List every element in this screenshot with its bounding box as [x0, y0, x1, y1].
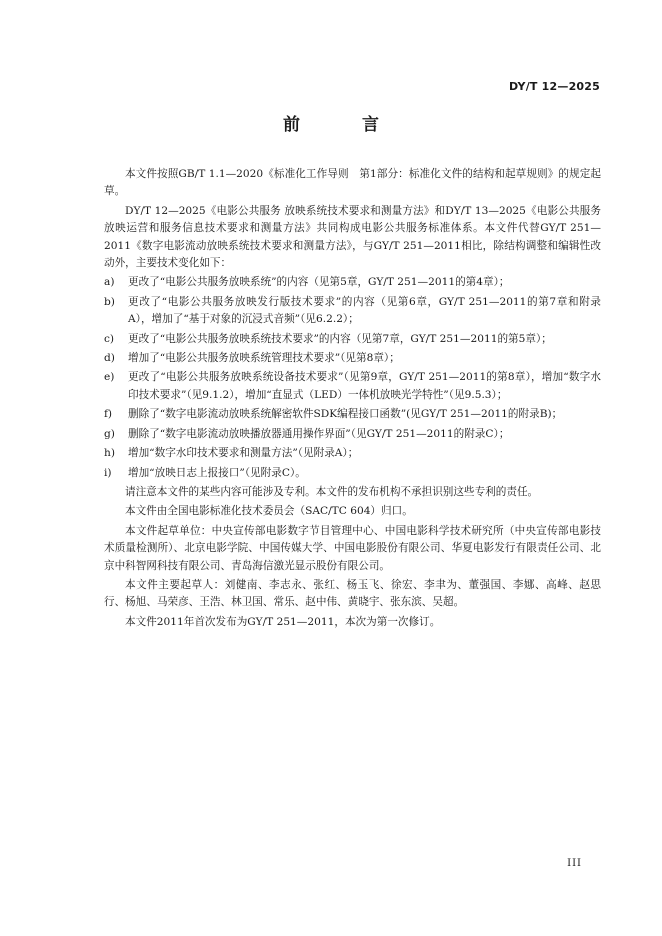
paragraph: 本文件起草单位：中央宣传部电影数字节目管理中心、中国电影科学技术研究所（中央宣传部电影技术质量检测所）、北京电影学院、中国传媒大学、中国电影股份有限公司、华夏电影发行有限责任公司、北京中科智网科技有限公司、青岛海信激光显示股份有限公司。	[104, 524, 601, 572]
list-marker: d)	[104, 352, 115, 365]
list-item	[104, 294, 601, 329]
paragraph: 本文件按照GB/T 1.1—2020《标准化工作导则 第1部分：标准化文件的结构和起草规则》的规定起草。	[104, 168, 601, 198]
list-item	[104, 465, 601, 482]
list-item-text: 删除了“数字电影流动放映播放器通用操作界面”（见GY/T 251—2011的附录C）；	[128, 427, 510, 440]
paragraph: DY/T 12—2025《电影公共服务 放映系统技术要求和测量方法》和DY/T 13—2025《电影公共服务 放映运营和服务信息技术要求和测量方法》共同构成电影公共服务标准体系。本文件代替GY/T 251—2011《数字电影流动放映系统技术要求和测量方法》，与GY/T 251—2011相比，除结构调整和编辑性改动外，主要技术变化如下：	[104, 204, 601, 270]
list-item	[104, 369, 601, 404]
list-item-text: 更改了“电影公共服务放映系统设备技术要求”（见第9章，GY/T 251—2011的第8章），增加“数字水印技术要求”（见9.1.2），增加“直显式（LED）一体机放映光学特性”（见9.5.3）；	[128, 371, 601, 401]
paragraph: 请注意本文件的某些内容可能涉及专利。本文件的发布机构不承担识别这些专利的责任。	[125, 485, 539, 498]
paragraph: 本文件由全国电影标准化技术委员会（SAC/TC 604）归口。	[125, 505, 413, 518]
list-marker: i)	[104, 466, 112, 479]
list-marker: e)	[104, 371, 115, 384]
list-item	[104, 445, 601, 462]
list-item-text: 增加“数字水印技术要求和测量方法”（见附录A）；	[128, 447, 359, 460]
list-marker: c)	[104, 332, 115, 345]
list-item	[104, 350, 601, 367]
list-marker: f)	[104, 408, 113, 421]
list-item	[104, 426, 601, 443]
list-marker: g)	[104, 427, 115, 440]
standard-code: DY/T 12—2025	[509, 80, 600, 93]
list-item-text: 增加“放映日志上报接口”（见附录C）。	[128, 466, 306, 479]
foreword-body	[104, 166, 601, 633]
changes-list	[104, 274, 601, 481]
page-number: III	[567, 858, 582, 869]
list-item	[104, 406, 601, 423]
list-marker: a)	[104, 276, 115, 289]
list-item-text: 增加了“电影公共服务放映系统管理技术要求”（见第8章）；	[128, 352, 400, 365]
page-title: 前 言	[283, 115, 407, 135]
list-item-text: 更改了“电影公共服务放映系统”的内容（见第5章，GY/T 251—2011的第4章）；	[128, 276, 510, 289]
list-item-text: 删除了“数字电影流动放映系统解密软件SDK编程接口函数”(见GY/T 251—2011的附录B)；	[128, 408, 563, 421]
list-marker: b)	[104, 295, 115, 308]
list-item-text: 更改了“电影公共服务放映发行版技术要求”的内容（见第6章，GY/T 251—2011的第7章和附录A），增加了“基于对象的沉浸式音频”（见6.2.2）；	[128, 295, 601, 326]
list-item	[104, 331, 601, 348]
list-item-text: 更改了“电影公共服务放映系统技术要求”的内容（见第7章，GY/T 251—2011的第5章）；	[128, 332, 552, 345]
paragraph: 本文件2011年首次发布为GY/T 251—2011，本次为第一次修订。	[125, 615, 441, 628]
paragraph: 本文件主要起草人：刘健南、李志永、张红、杨玉飞、徐宏、李聿为、董强国、李娜、高峰、赵思行、杨旭、马荣彦、王浩、林卫国、常乐、赵中伟、黄晓宇、张东滨、吴超。	[104, 578, 601, 609]
list-item	[104, 274, 601, 291]
list-marker: h)	[104, 447, 115, 460]
